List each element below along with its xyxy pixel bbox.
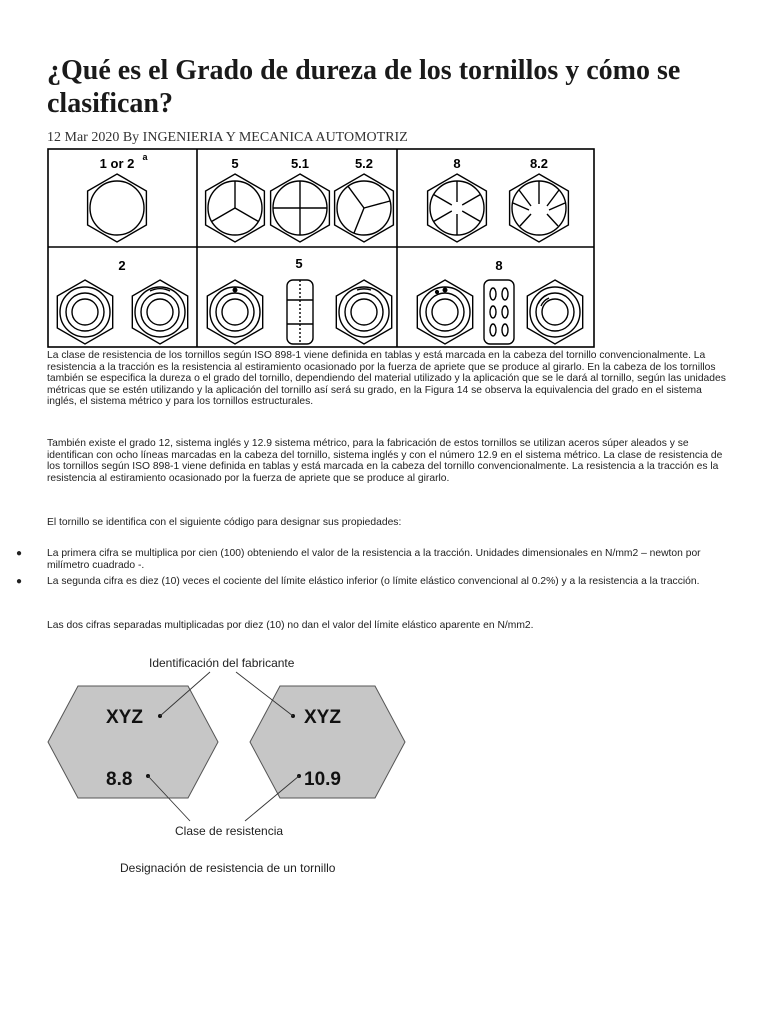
bolt-head-grade-5 (206, 174, 265, 242)
publish-date: 12 Mar 2020 (47, 130, 120, 145)
paragraph-grade-12: También existe el grado 12, sistema inglés y 12.9 sistema métrico, para la fabricación de estos tornillos se utilizan aceros súper aleados y se identifican con ocho líneas marcadas en la cabeza del tornillo, sistema inglés y con el número 12.9 en el sistema métrico. La clase de resistencia de los tornillos según ISO 898-1 viene definida en tablas y está marcada en la cabeza del tornillo convencionalmente. La resistencia a la tracción es la resistencia al estiramiento ocasionado por la fuerza de apriete que se produce al girarlo. (47, 438, 723, 484)
nut-grade-8-face (417, 280, 472, 344)
label-grade-1-or-2: 1 or 2 (99, 156, 135, 171)
author-link[interactable]: INGENIERIA Y MECANICA AUTOMOTRIZ (142, 130, 408, 145)
label-manufacturer-id: Identificación del fabricante (149, 656, 295, 670)
label-nut-8: 8 (495, 258, 503, 273)
label-nut-2: 2 (118, 258, 126, 273)
right-manufacturer-code: XYZ (304, 707, 341, 728)
label-grade-1-or-2-sup: a (142, 152, 148, 162)
nut-grade-5-face (207, 280, 262, 344)
paragraph-code-intro: El tornillo se identifica con el siguiente código para designar sus propiedades: (47, 517, 402, 528)
article-meta (47, 130, 408, 146)
nut-grade-2-a (57, 280, 112, 344)
label-grade-8: 8 (453, 156, 461, 171)
label-grade-5-1: 5.1 (290, 156, 310, 171)
hex-bolt-head-left (48, 686, 218, 798)
strength-designation-figure (40, 645, 420, 885)
left-manufacturer-code: XYZ (106, 707, 143, 728)
bolt-head-grade-1-2 (88, 174, 147, 242)
nut-grade-5-b (336, 280, 391, 344)
label-grade-5-2: 5.2 (354, 156, 374, 171)
label-grade-8-2: 8.2 (529, 156, 549, 171)
label-grade-5: 5 (231, 156, 239, 171)
bullet-first-digit: La primera cifra se multiplica por cien (100) obteniendo el valor de la resistencia a la tracción. Unidades dimensionales en N/mm2 – newton por milímetro cuadrado -. (47, 548, 701, 571)
paragraph-yield-strength: Las dos cifras separadas multiplicadas por diez (10) no dan el valor del límite elástico aparente en N/mm2. (47, 620, 534, 631)
by-label: By (122, 130, 140, 145)
bolt-head-grade-8 (428, 174, 487, 242)
bolt-head-grade-5-2 (335, 174, 394, 242)
bolt-head-grade-5-1 (271, 174, 330, 242)
bullet-second-digit: La segunda cifra es diez (10) veces el cociente del límite elástico inferior (o límite elástico convencional al 0.2%) y a la resistencia a la tracción. (47, 576, 700, 587)
article-title: ¿Qué es el Grado de dureza de los tornillos y cómo se clasifican? (47, 55, 681, 119)
bullet-marker: ● (16, 576, 23, 587)
label-strength-class: Clase de resistencia (175, 824, 284, 838)
bolt-grade-markings-figure (47, 148, 595, 348)
label-nut-5: 5 (295, 256, 303, 271)
nut-grade-8-side (484, 280, 514, 344)
bolt-head-grade-8-2 (510, 174, 569, 242)
paragraph-iso-class: La clase de resistencia de los tornillos según ISO 898-1 viene definida en tablas y está marcada en la cabeza del tornillo convencionalmente. La resistencia a la tracción es la resistencia al estiramiento ocasionado por la fuerza de apriete que se produce al girarlo. En la cabeza de los tornillos también se especifica la dureza o el grado del tornillo, dependiendo del material utilizado y la aplicación que se le dará al tornillo, según las unidades métricas que se estén utilizando y la aplicación del tornillo así será su grado, en la Figura 14 se observa la equivalencia del grado en el sistema inglés, el sistema métrico y para los tornillos estructurales. (47, 350, 726, 408)
nut-grade-5-side (287, 280, 313, 344)
figure-caption: Designación de resistencia de un tornillo (120, 861, 336, 875)
nut-grade-2-b (132, 280, 187, 344)
nut-grade-8-b (527, 280, 582, 344)
left-strength-grade: 8.8 (106, 769, 133, 790)
right-strength-grade: 10.9 (304, 769, 341, 790)
bullet-marker: ● (16, 548, 23, 559)
